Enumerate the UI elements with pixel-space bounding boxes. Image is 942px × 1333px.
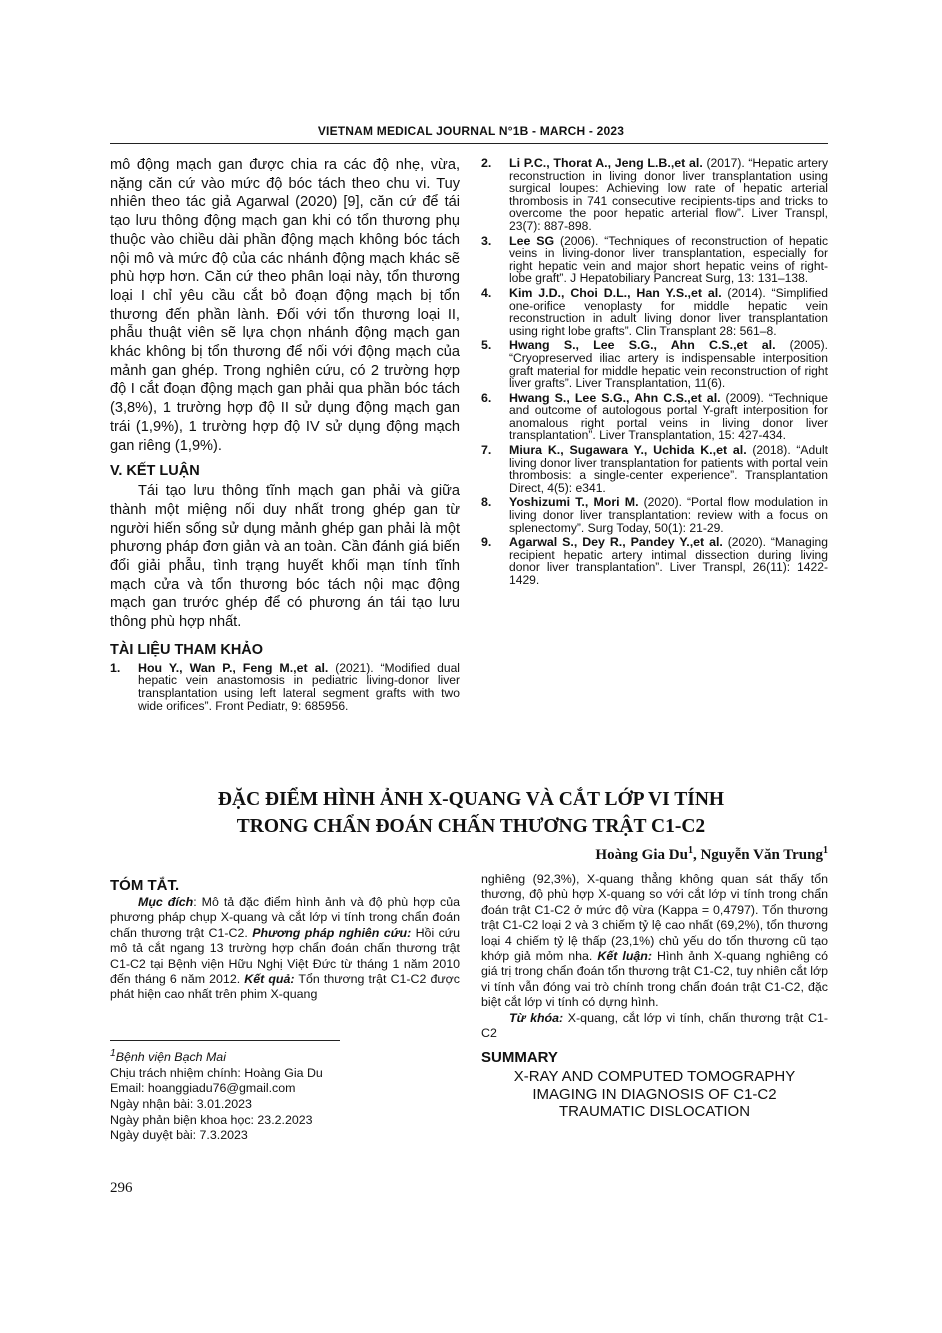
author-1: Hoàng Gia Du	[595, 847, 688, 863]
conclusion-paragraph: Tái tạo lưu thông tĩnh mạch gan phải và giữa thành một miệng nối duy nhất trong ghép gan từ người hiến sống sử dụng mảnh ghép gan phải là một phương pháp đơn giản và an toàn. Cần đánh giá biến đổi giải phẫu, tình trạng huyết khối mạn tính tĩnh mạch cửa và tổn thương bóc tách nội mạc động mạch gan trước ghép để có phương án tái tạo lưu thông phù hợp nhất.	[110, 483, 460, 631]
reference-item: 8. Yoshizumi T., Mori M. (2020). “Portal flow modulation in living donor liver transplantation: review with a focus on splenectomy”. Surg Today, 50(1): 21-29.	[481, 495, 828, 535]
references-heading: TÀI LIỆU THAM KHẢO	[110, 641, 264, 658]
summary-title-line2: IMAGING IN DIAGNOSIS OF C1-C2	[532, 1085, 777, 1103]
reference-item: 5. Hwang S., Lee S.G., Ahn C.S.,et al. (2005). “Cryopreserved iliac artery is indispensable interposition graft material for middle hepatic vein reconstruction of right liver grafts”. Liver Transplantation, 11(6).	[481, 338, 828, 391]
right-column-references	[481, 157, 828, 589]
received-date: Ngày nhận bài: 3.01.2023	[110, 1096, 252, 1111]
author-2: Nguyễn Văn Trung	[700, 847, 823, 863]
abstract-text-left: Mục đích: Mô tả đặc điểm hình ảnh và độ phù hợp của phương pháp chụp X-quang và cắt lớp vi tính trong chẩn đoán chấn thương trật C1-C2. Phương pháp nghiên cứu: Hồi cứu mô tả cắt ngang 13 trường hợp chẩn đoán chấn thương trật C1-C2 tại Bệnh viện Hữu Nghị Việt Đức từ tháng 1 năm 2010 đến tháng 6 năm 2012. Kết quả: Tổn thương trật C1-C2 được phát hiện cao nhất trên phim X-quang	[110, 895, 460, 1002]
left-column	[110, 156, 460, 714]
email: Email: hoanggiadu76@gmail.com	[110, 1081, 296, 1096]
abstract-left	[110, 877, 460, 1003]
reference-list-right	[481, 157, 828, 587]
reference-item: 3. Lee SG (2006). “Techniques of reconstruction of hepatic veins in living-donor liver transplantation, especially for right hepatic vein and major short hepatic veins of right-lobe graft”. J Hepatobiliary Pancreat Surg, 13: 131–138.	[481, 233, 828, 286]
reference-item: 9. Agarwal S., Dey R., Pandey Y.,et al. (2020). “Managing recipient hepatic artery intimal dissection during living donor liver transplantation”. Liver Transpl, 26(11): 1422-1429.	[481, 535, 828, 587]
footnotes	[110, 1046, 460, 1144]
keywords: Từ khóa: X-quang, cắt lớp vi tính, chấn thương trật C1-C2	[481, 1010, 828, 1041]
review-date: Ngày phản biện khoa học: 23.2.2023	[110, 1112, 313, 1127]
discussion-paragraph: mô động mạch gan được chia ra các độ nhẹ, vừa, nặng căn cứ vào mức độ bóc tách theo chu vi. Tuy nhiên theo tác giả Agarwal (2020) [9], căn cứ để tái tạo lưu thông động mạch gan khi có tổn thương phụ thuộc vào chiều dài phần động mạch không bóc tách nội mô và mức độ của các nhánh động mạch khác sẽ phù hợp hơn. Căn cứ theo phân loại này, tổn thương loại I chỉ yêu cầu cắt bỏ đoạn động mạch bị tổn thương đến phần lành. Đối với tổn thương loại II, phẫu thuật viên sẽ lựa chọn nhánh động mạch gan khác không bị tổn thương để nối với động mạch của mảnh gan ghép. Trong nghiên cứu, có 2 trường hợp độ I cắt đoạn động mạch gan phải qua phần bóc tách (3,8%), 1 trường hợp độ II sử dụng động mạch gan trái (1,9%), 1 trường hợp độ IV sử dụng động mạch gan riêng (1,9%).	[110, 157, 460, 454]
approval-date: Ngày duyệt bài: 7.3.2023	[110, 1128, 248, 1143]
article-title-line2: TRONG CHẨN ĐOÁN CHẤN THƯƠNG TRẬT C1-C2	[236, 816, 706, 837]
footnote-rule	[110, 1040, 340, 1041]
summary-title	[481, 1068, 828, 1121]
reference-item: 2. Li P.C., Thorat A., Jeng L.B.,et al. (2017). “Hepatic artery reconstruction in living donor liver transplantation using surgical loupes: Achieving low rate of hepatic arterial thrombosis in 741 consecutive recipients-tips and tricks to overcome the poor hepatic arterial flow”. Liver Transpl, 23(7): 887-898.	[481, 156, 828, 233]
summary-heading: SUMMARY	[481, 1049, 558, 1067]
journal-header: VIETNAM MEDICAL JOURNAL N°1B - MARCH - 2023	[317, 124, 625, 138]
reference-item: 4. Kim J.D., Choi D.L., Han Y.S.,et al. (2014). “Simplified one-orifice venoplasty for middle hepatic vein reconstruction in adult living donor liver transplantation using right lobe grafts”. Clin Transplant 28: 561–8.	[481, 285, 828, 338]
abstract-heading: TÓM TẮT.	[110, 877, 180, 894]
conclusion-heading: V. KẾT LUẬN	[110, 463, 200, 480]
summary-title-line3: TRAUMATIC DISLOCATION	[558, 1103, 751, 1121]
abstract-text-right: nghiêng (92,3%), X-quang thẳng không quan sát thấy tổn thương, độ phù hợp X-quang so với cắt lớp vi tính trong chẩn đoán trật C1-C2 ở mức độ vừa (Kappa = 0,4797). Tổn thương trật C1-C2 loại 2 và 3 chiếm tỷ lệ cao nhất (69,2%), tổn thương loại 4 chiếm tỷ lệ thấp (23,1%) chủ yếu do tổn thương cũ tạo khớp giả mỏm nha. Kết luận: Hình ảnh X-quang nghiêng có giá trị trong chẩn đoán tổn thương trật C1-C2, tuy nhiên cắt lớp vi tính vẫn đóng vai trò chính trong chẩn đoán trật C1-C2, đặc biệt cắt lớp vi tính có dựng hình.	[481, 872, 828, 1010]
affiliation: $^1$Bệnh viện Bạch Mai	[110, 1048, 226, 1065]
header-rule	[110, 143, 828, 144]
reference-item: 1. Hou Y., Wan P., Feng M.,et al. (2021). “Modified dual hepatic vein anastomosis in pediatric living-donor liver transplantation using left lateral segment grafts with two wide orifices”. Front Pediatr, 9: 685956.	[110, 660, 460, 713]
summary-title-line1: X-RAY AND COMPUTED TOMOGRAPHY	[513, 1068, 796, 1086]
article-title	[0, 786, 942, 840]
abstract-right	[481, 872, 828, 1121]
reference-list-left	[110, 662, 460, 712]
reference-item: 6. Hwang S., Lee S.G., Ahn C.S.,et al. (2009). “Technique and outcome of autologous portal Y-graft interposition for anomalous right portal veins in living donor liver transplantation”. Liver Transplantation, 15: 427-434.	[481, 390, 829, 443]
page-number: 296	[110, 1180, 133, 1196]
reference-item: 7. Miura K., Sugawara Y., Uchida K.,et al. (2018). “Adult living donor liver transplantation for patients with portal vein thrombosis: a single-center experience”. Transplantation Direct, 4(5): e341.	[481, 443, 828, 495]
authors: Hoàng Gia Du$^1$, Nguyễn Văn Trung$^1$	[595, 845, 828, 863]
responsible-author: Chịu trách nhiệm chính: Hoàng Gia Du	[110, 1065, 323, 1080]
article-title-line1: ĐẶC ĐIỂM HÌNH ẢNH X-QUANG VÀ CẮT LỚP VI TÍNH	[217, 789, 725, 810]
